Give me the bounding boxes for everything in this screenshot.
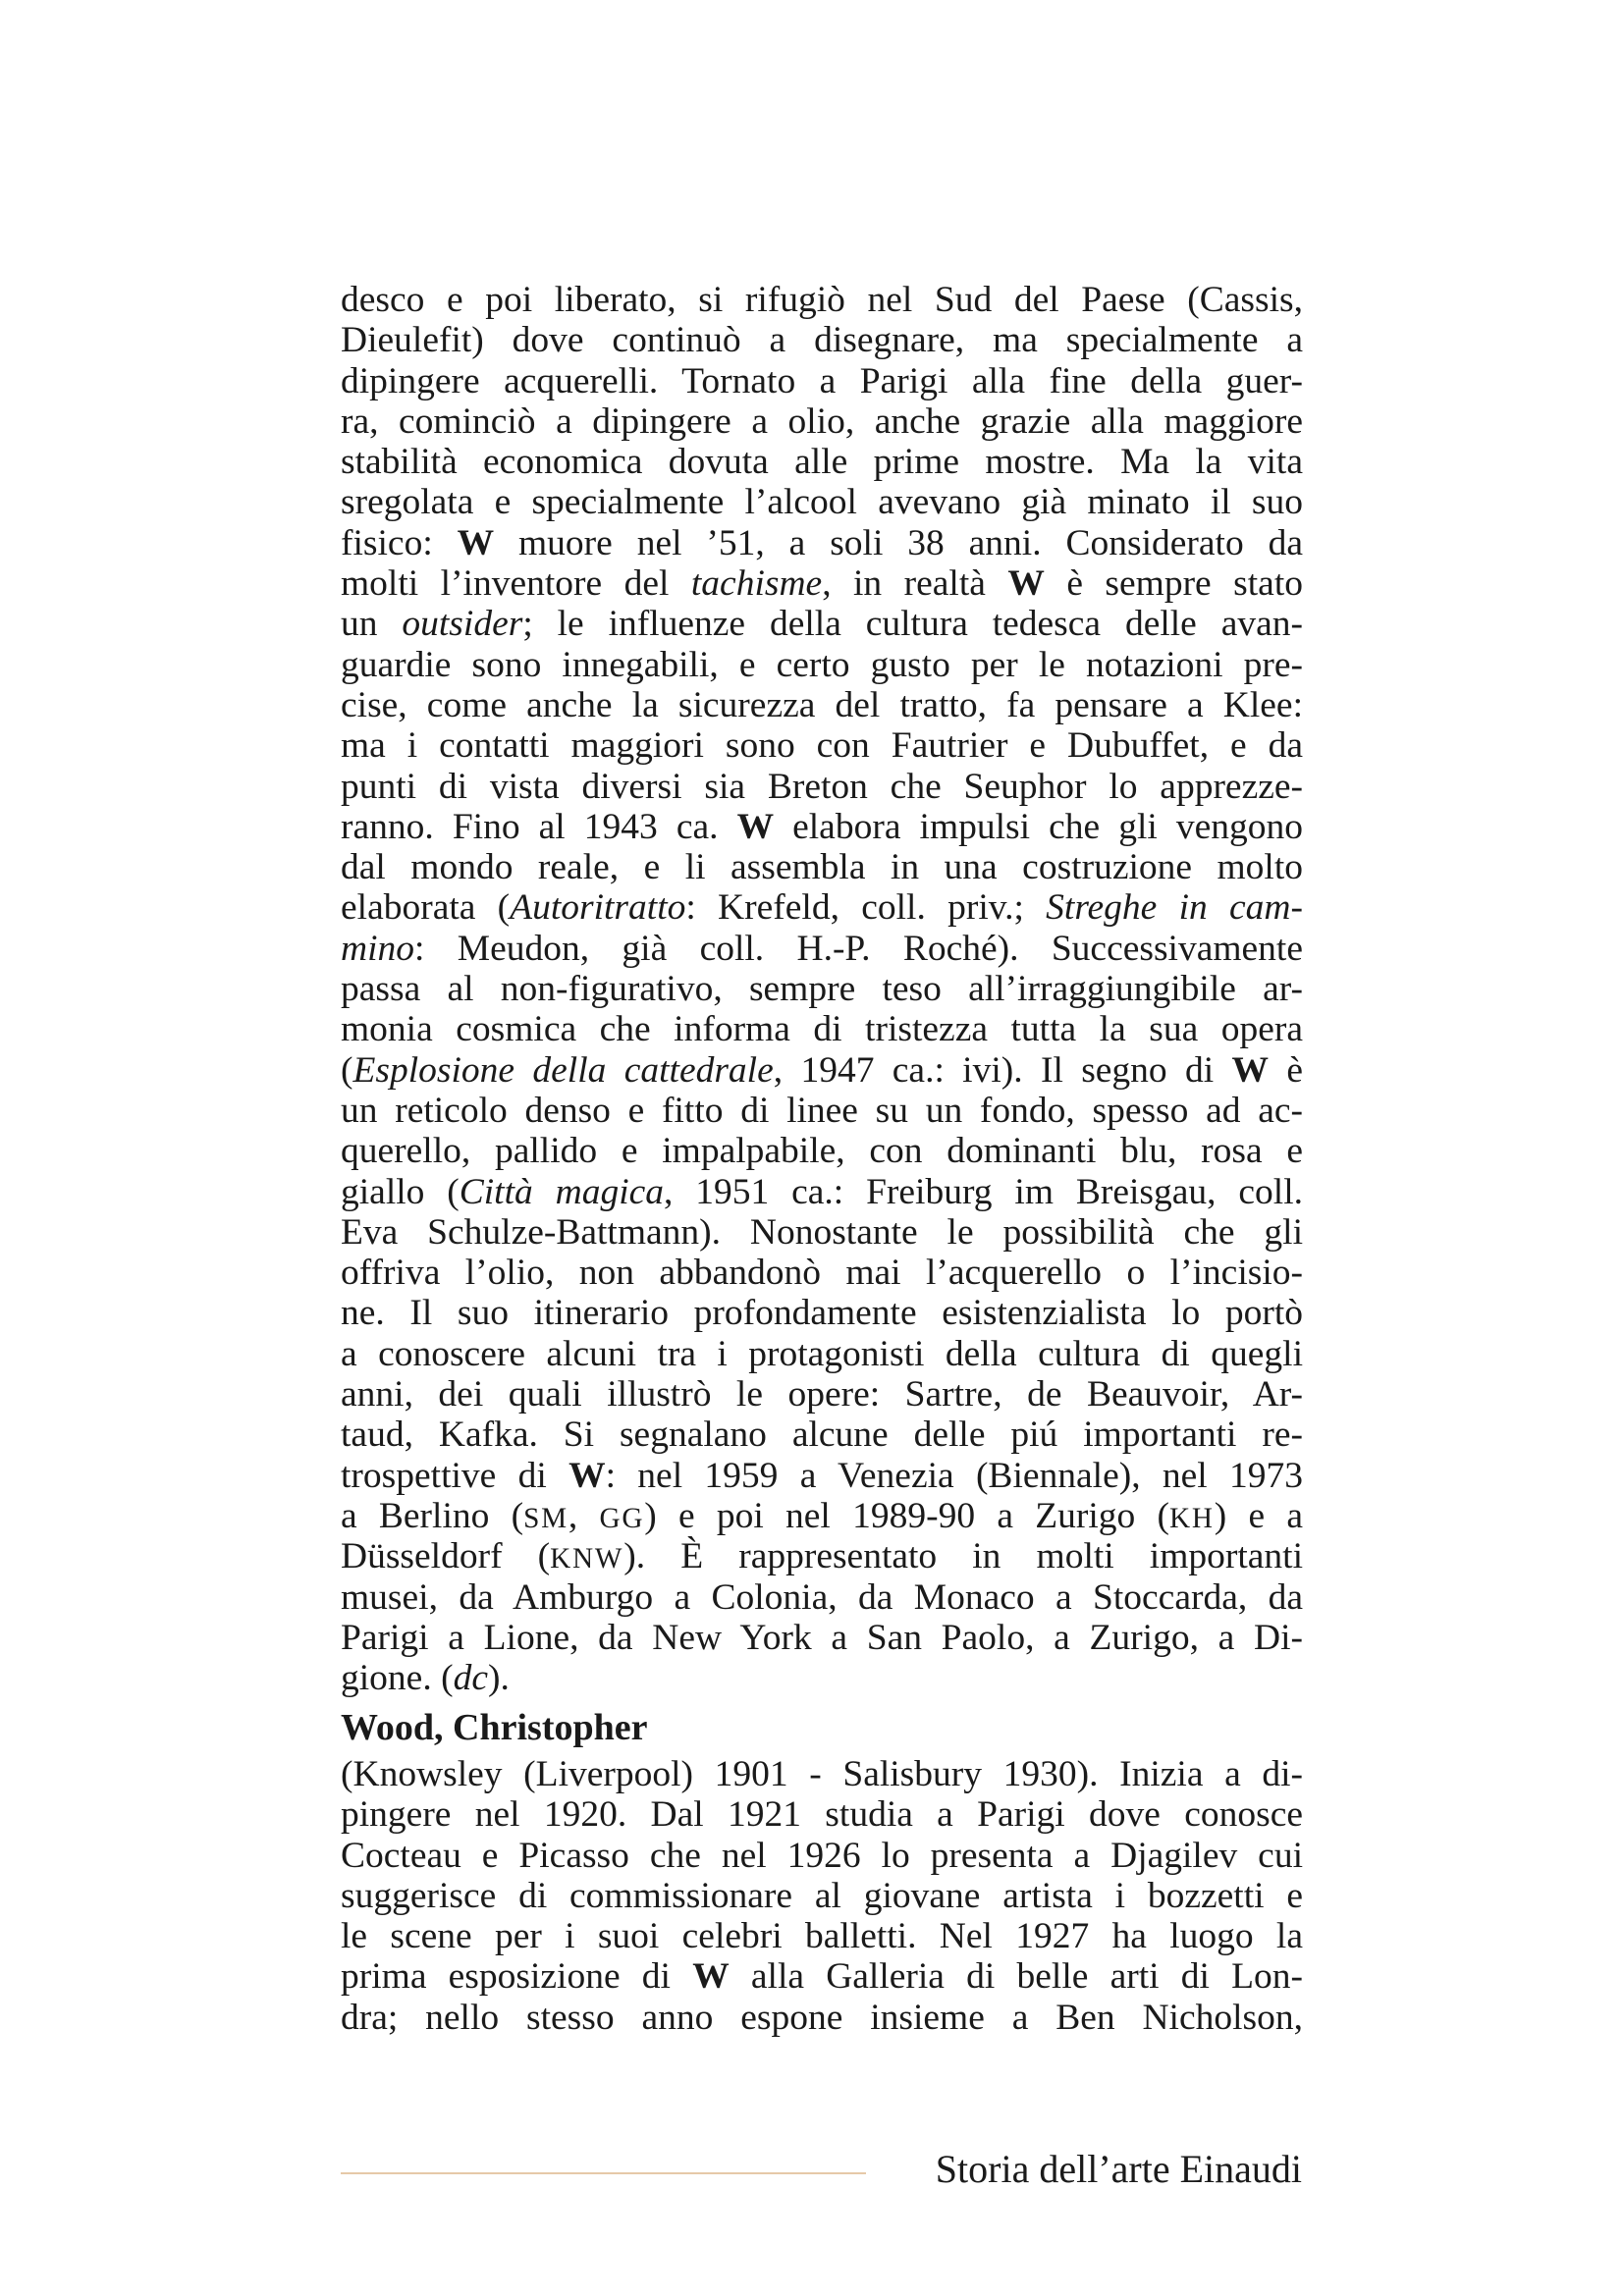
text-line: giallo (Città magica, 1951 ca.: Freiburg im Breisgau, coll. [341,1171,1303,1212]
text-line: querello, pallido e impalpabile, con dominanti blu, rosa e [341,1131,1303,1172]
footer-publication-title: Storia dell’arte Einaudi [935,2147,1302,2191]
text-line: a Berlino (SM, GG) e poi nel 1989-90 a Zurigo (KH) e a [341,1495,1304,1536]
footer-divider [341,2172,866,2174]
text-line: Eva Schulze-Battmann). Nonostante le possibilità che gli [341,1211,1303,1253]
text-line: Parigi a Lione, da New York a San Paolo, a Zurigo, a Di- [341,1617,1303,1658]
text-line: offriva l’olio, non abbandonò mai l’acquerello o l’incisio- [341,1253,1303,1294]
text-line: elaborata (Autoritratto: Krefeld, coll. priv.; Streghe in cam- [341,887,1304,929]
text-line: molti l’inventore del tachisme, in realtà W è sempre stato [341,563,1303,605]
term-italic: outsider [402,604,523,645]
text-line: dipingere acquerelli. Tornato a Parigi alla fine della guer- [341,360,1303,401]
text-line: ma i contatti maggiori sono con Fautrier e Dubuffet, e da [341,725,1303,767]
text-line: pingere nel 1920. Dal 1921 studia a Parigi dove conosce [341,1794,1303,1836]
text-line: ne. Il suo itinerario profondamente esistenzialista lo portò [341,1293,1303,1334]
text-line: (Knowsley (Liverpool) 1901 - Salisbury 1930). Inizia a di- [341,1754,1303,1794]
artist-initial: W [692,1956,730,1998]
artwork-title: Città magica [459,1171,665,1212]
text-line: suggerisce di commissionare al giovane artista i bozzetti e [341,1875,1303,1916]
artist-initial: W [1231,1049,1270,1091]
text-line: taud, Kafka. Si segnalano alcune delle piú importanti re- [341,1415,1303,1456]
text-line: guardie sono innegabili, e certo gusto per le notazioni pre- [341,644,1303,685]
text-line: stabilità economica dovuta alle prime mostre. Ma la vita [341,442,1303,483]
previous-entry-continuation [341,280,1303,1698]
text-line: Düsseldorf (KNW). È rappresentato in molti importanti [341,1536,1304,1577]
text-line: monia cosmica che informa di tristezza tutta la sua opera [341,1009,1303,1050]
text-line: mino: Meudon, già coll. H.-P. Roché). Successivamente [341,928,1303,969]
text-line: prima esposizione di W alla Galleria di belle arti di Lon- [341,1956,1303,1998]
museum-abbrev: SM [523,1502,568,1534]
text-line: ranno. Fino al 1943 ca. W elabora impulsi che gli vengono [341,806,1303,847]
text-line: punti di vista diversi sia Breton che Seuphor lo apprezze- [341,766,1303,807]
text-line: un reticolo denso e fitto di linee su un fondo, spesso ad ac- [341,1090,1303,1131]
artist-initial: W [1007,563,1045,605]
artist-initial: W [457,522,495,563]
entry-body [341,1754,1303,2038]
text-line: sregolata e specialmente l’alcool avevano già minato il suo [341,482,1303,523]
artist-initial: W [736,806,775,847]
text-line: le scene per i suoi celebri balletti. Nel 1927 ha luogo la [341,1916,1303,1957]
text-line: Dieulefit) dove continuò a disegnare, ma specialmente a [341,320,1303,361]
artwork-title: mino [341,928,414,969]
text-line: dal mondo reale, e li assembla in una costruzione molto [341,847,1303,888]
museum-abbrev: KH [1169,1502,1215,1534]
text-line: fisico: W muore nel ’51, a soli 38 anni. Considerato da [341,522,1303,563]
artwork-title: Streghe in cam- [1046,887,1304,929]
text-line: Cocteau e Picasso che nel 1926 lo presenta a Djagilev cui [341,1835,1303,1876]
text-line: cise, come anche la sicurezza del tratto, fa pensare a Klee: [341,684,1303,725]
text-line: un outsider; le influenze della cultura tedesca delle avan- [341,604,1303,645]
text-line: musei, da Amburgo a Colonia, da Monaco a Stoccarda, da [341,1576,1303,1618]
text-line: desco e poi liberato, si rifugiò nel Sud del Paese (Cassis, [341,280,1303,320]
text-line: anni, dei quali illustrò le opere: Sartre, de Beauvoir, Ar- [341,1374,1303,1415]
museum-abbrev: KNW [550,1543,624,1575]
museum-abbrev: GG [599,1502,645,1534]
text-line: ra, cominciò a dipingere a olio, anche grazie alla maggiore [341,400,1303,442]
artwork-title: Esplosione della cattedrale [352,1049,774,1091]
artist-initial: W [568,1455,606,1496]
artwork-title: Autoritratto [510,887,686,929]
text-line: dra; nello stesso anno espone insieme a Ben Nicholson, [341,1997,1303,2038]
text-line: (Esplosione della cattedrale, 1947 ca.: ivi). Il segno di W è [341,1049,1303,1091]
text-line: trospettive di W: nel 1959 a Venezia (Biennale), nel 1973 [341,1455,1303,1496]
term-italic: tachisme [690,563,823,605]
text-line: a conoscere alcuni tra i protagonisti della cultura di quegli [341,1333,1303,1374]
entry-heading: Wood, Christopher [341,1707,648,1748]
author-initials: dc [453,1658,488,1699]
text-line: gione. (dc). [341,1658,510,1699]
text-line: passa al non-figurativo, sempre teso all’irraggiungibile ar- [341,969,1303,1010]
